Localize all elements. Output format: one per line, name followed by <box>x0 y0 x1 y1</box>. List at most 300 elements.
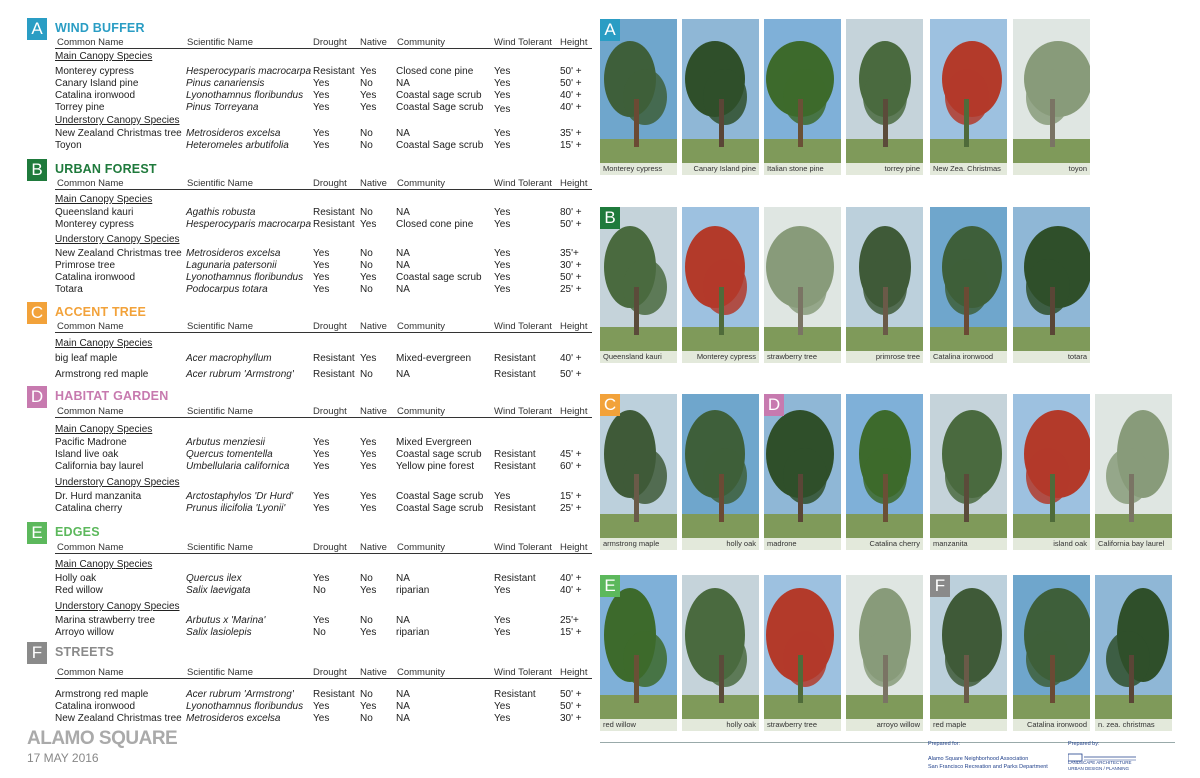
column-header-wind-tolerant: Wind Tolerant <box>494 667 552 678</box>
cell-community: Yellow pine forest <box>396 461 475 472</box>
section-badge: B <box>27 159 47 181</box>
cell-native: Yes <box>360 461 377 472</box>
cell-drought: Resistant <box>313 207 355 218</box>
cell-height: 25' + <box>560 284 582 295</box>
photo-caption: strawberry tree <box>764 719 841 731</box>
cell-common-name: Totara <box>55 284 83 295</box>
column-header-wind-tolerant: Wind Tolerant <box>494 406 552 417</box>
photo-caption: Canary Island pine <box>682 163 759 175</box>
cell-drought: Yes <box>313 701 330 712</box>
cell-height: 25'+ <box>560 615 579 626</box>
cell-height: 40' + <box>560 90 582 101</box>
cell-wind-tolerant: Yes <box>494 615 511 626</box>
cell-height: 35' + <box>560 128 582 139</box>
cell-wind-tolerant: Yes <box>494 713 511 724</box>
column-header-scientific-name: Scientific Name <box>187 321 253 332</box>
section-title: HABITAT GARDEN <box>55 389 169 403</box>
column-header-drought: Drought <box>313 321 347 332</box>
cell-native: No <box>360 207 373 218</box>
column-header-scientific-name: Scientific Name <box>187 406 253 417</box>
cell-community: Mixed Evergreen <box>396 437 472 448</box>
cell-wind-tolerant: Yes <box>494 627 511 638</box>
cell-native: No <box>360 573 373 584</box>
cell-common-name: New Zealand Christmas tree <box>55 713 182 724</box>
cell-community: Coastal sage scrub <box>396 90 482 101</box>
subgroup-label: Main Canopy Species <box>55 424 153 435</box>
cell-scientific-name: Lagunaria patersonii <box>186 260 277 271</box>
cell-height: 60' + <box>560 461 582 472</box>
cell-community: Coastal Sage scrub <box>396 491 484 502</box>
cell-scientific-name: Hesperocyparis macrocarpa <box>186 219 312 230</box>
section-title: URBAN FOREST <box>55 162 157 176</box>
cell-community: NA <box>396 573 410 584</box>
tree-photo <box>682 575 759 731</box>
cell-height: 40' + <box>560 585 582 596</box>
photo-caption: armstrong maple <box>600 538 677 550</box>
cell-wind-tolerant: Yes <box>494 284 511 295</box>
cell-common-name: Red willow <box>55 585 103 596</box>
cell-common-name: big leaf maple <box>55 353 118 364</box>
cell-native: No <box>360 689 373 700</box>
cell-scientific-name: Prunus ilicifolia 'Lyonii' <box>186 503 286 514</box>
column-header-community: Community <box>397 542 446 553</box>
cell-wind-tolerant: Yes <box>494 90 511 101</box>
cell-drought: Yes <box>313 573 330 584</box>
header-rule <box>55 189 592 190</box>
cell-native: No <box>360 140 373 151</box>
photo-section-badge: D <box>764 394 784 416</box>
cell-height: 15' + <box>560 627 582 638</box>
cell-wind-tolerant: Yes <box>494 272 511 283</box>
cell-native: Yes <box>360 627 377 638</box>
cell-drought: Yes <box>313 615 330 626</box>
column-header-drought: Drought <box>313 667 347 678</box>
column-header-height: Height <box>560 667 588 678</box>
cell-common-name: Monterey cypress <box>55 219 134 230</box>
cell-height: 35'+ <box>560 248 579 259</box>
cell-scientific-name: Lyonothamnus floribundus <box>186 90 304 101</box>
cell-height: 50' + <box>560 701 582 712</box>
prepared-for-line-1: Alamo Square Neighborhood Association <box>928 756 1029 762</box>
photo-caption: manzanita <box>930 538 1007 550</box>
section-badge: F <box>27 642 47 664</box>
cell-community: riparian <box>396 627 430 638</box>
tree-photo <box>1013 575 1090 731</box>
cell-height: 50' + <box>560 219 582 230</box>
cell-native: Yes <box>360 585 377 596</box>
cell-native: Yes <box>360 219 377 230</box>
cell-scientific-name: Hesperocyparis macrocarpa <box>186 66 312 77</box>
cell-native: Yes <box>360 66 377 77</box>
cell-drought: Resistant <box>313 219 355 230</box>
cell-scientific-name: Acer rubrum 'Armstrong' <box>186 369 294 380</box>
column-header-community: Community <box>397 37 446 48</box>
photo-section-badge: A <box>600 19 620 41</box>
cell-scientific-name: Metrosideros excelsa <box>186 128 281 139</box>
tree-photo <box>930 19 1007 175</box>
cell-common-name: Dr. Hurd manzanita <box>55 491 142 502</box>
cell-scientific-name: Arctostaphylos 'Dr Hurd' <box>186 491 294 502</box>
cell-drought: Yes <box>313 260 330 271</box>
cell-community: Closed cone pine <box>396 66 474 77</box>
cell-common-name: New Zealand Christmas tree <box>55 248 182 259</box>
cell-height: 50' + <box>560 369 582 380</box>
cell-wind-tolerant: Resistant <box>494 369 536 380</box>
photo-caption: California bay laurel <box>1095 538 1172 550</box>
column-header-height: Height <box>560 406 588 417</box>
column-header-native: Native <box>360 542 387 553</box>
column-header-height: Height <box>560 542 588 553</box>
subgroup-label: Main Canopy Species <box>55 194 153 205</box>
cell-scientific-name: Metrosideros excelsa <box>186 248 281 259</box>
cell-scientific-name: Podocarpus totara <box>186 284 268 295</box>
cell-community: Closed cone pine <box>396 219 474 230</box>
photo-caption: red maple <box>930 719 1007 731</box>
section-badge: E <box>27 522 47 544</box>
subgroup-label: Understory Canopy Species <box>55 477 180 488</box>
tree-photo <box>1013 207 1090 363</box>
column-header-common-name: Common Name <box>57 37 124 48</box>
cell-common-name: Toyon <box>55 140 82 151</box>
cell-common-name: Primrose tree <box>55 260 116 271</box>
column-header-native: Native <box>360 667 387 678</box>
cell-height: 30' + <box>560 260 582 271</box>
tree-photo <box>764 394 841 550</box>
cell-wind-tolerant: Yes <box>494 128 511 139</box>
cell-drought: Yes <box>313 461 330 472</box>
tree-photo <box>846 207 923 363</box>
tree-photo <box>846 394 923 550</box>
tree-photo <box>1095 394 1172 550</box>
cell-scientific-name: Lyonothamnus floribundus <box>186 701 304 712</box>
cell-drought: Yes <box>313 284 330 295</box>
photo-caption: strawberry tree <box>764 351 841 363</box>
section-title: ACCENT TREE <box>55 305 147 319</box>
header-rule <box>55 417 592 418</box>
cell-height: 50' + <box>560 66 582 77</box>
header-rule <box>55 48 592 49</box>
cell-common-name: Queensland kauri <box>55 207 134 218</box>
cell-community: NA <box>396 207 410 218</box>
cell-height: 25' + <box>560 503 582 514</box>
cell-common-name: Catalina ironwood <box>55 701 136 712</box>
cell-community: NA <box>396 689 410 700</box>
cell-drought: No <box>313 627 326 638</box>
cell-height: 15' + <box>560 491 582 502</box>
cell-wind-tolerant: Yes <box>494 207 511 218</box>
photo-caption: Monterey cypress <box>600 163 677 175</box>
cell-scientific-name: Arbutus menziesii <box>186 437 265 448</box>
column-header-height: Height <box>560 37 588 48</box>
column-header-scientific-name: Scientific Name <box>187 542 253 553</box>
cell-native: No <box>360 615 373 626</box>
photo-caption: totara <box>1013 351 1090 363</box>
photo-caption: torrey pine <box>846 163 923 175</box>
tree-photo <box>764 19 841 175</box>
cell-height: 45' + <box>560 449 582 460</box>
column-header-height: Height <box>560 321 588 332</box>
cell-community: Coastal Sage scrub <box>396 140 484 151</box>
column-header-community: Community <box>397 406 446 417</box>
photo-caption: red willow <box>600 719 677 731</box>
cell-height: 15' + <box>560 140 582 151</box>
photo-caption: island oak <box>1013 538 1090 550</box>
cell-common-name: Torrey pine <box>55 102 105 113</box>
photo-caption: n. zea. christmas <box>1095 719 1172 731</box>
cell-wind-tolerant: Resistant <box>494 573 536 584</box>
cell-scientific-name: Arbutus x 'Marina' <box>186 615 266 626</box>
photo-caption: arroyo willow <box>846 719 923 731</box>
cell-wind-tolerant: Yes <box>494 140 511 151</box>
cell-drought: Yes <box>313 128 330 139</box>
tree-photo <box>600 575 677 731</box>
cell-community: NA <box>396 260 410 271</box>
column-header-scientific-name: Scientific Name <box>187 667 253 678</box>
photo-caption: New Zea. Christmas <box>930 163 1007 175</box>
column-header-wind-tolerant: Wind Tolerant <box>494 321 552 332</box>
cell-wind-tolerant: Yes <box>494 66 511 77</box>
cell-scientific-name: Salix lasiolepis <box>186 627 252 638</box>
column-header-community: Community <box>397 667 446 678</box>
photo-caption: Catalina cherry <box>846 538 923 550</box>
tree-photo <box>682 19 759 175</box>
tree-photo <box>846 575 923 731</box>
cell-native: No <box>360 713 373 724</box>
cell-wind-tolerant: Yes <box>494 585 511 596</box>
column-header-drought: Drought <box>313 542 347 553</box>
header-rule <box>55 678 592 679</box>
cell-common-name: Armstrong red maple <box>55 689 149 700</box>
photo-section-badge: F <box>930 575 950 597</box>
column-header-native: Native <box>360 178 387 189</box>
subgroup-label: Main Canopy Species <box>55 51 153 62</box>
section-title: EDGES <box>55 525 100 539</box>
tree-photo <box>682 394 759 550</box>
cell-native: Yes <box>360 449 377 460</box>
column-header-native: Native <box>360 406 387 417</box>
cell-common-name: New Zealand Christmas tree <box>55 128 182 139</box>
cell-drought: Resistant <box>313 353 355 364</box>
column-header-common-name: Common Name <box>57 321 124 332</box>
cell-native: No <box>360 284 373 295</box>
cell-drought: Yes <box>313 713 330 724</box>
cell-scientific-name: Quercus ilex <box>186 573 242 584</box>
cell-height: 50' + <box>560 78 582 89</box>
column-header-wind-tolerant: Wind Tolerant <box>494 178 552 189</box>
tree-photo <box>930 575 1007 731</box>
cell-community: Coastal Sage scrub <box>396 503 484 514</box>
cell-wind-tolerant: Yes <box>494 104 511 115</box>
cell-scientific-name: Pinus canariensis <box>186 78 265 89</box>
section-title: WIND BUFFER <box>55 21 145 35</box>
tree-photo <box>1013 19 1090 175</box>
column-header-drought: Drought <box>313 178 347 189</box>
photo-caption: Catalina ironwood <box>930 351 1007 363</box>
cell-native: Yes <box>360 102 377 113</box>
cell-height: 40' + <box>560 102 582 113</box>
section-badge: A <box>27 18 47 40</box>
cell-wind-tolerant: Yes <box>494 491 511 502</box>
cell-community: NA <box>396 248 410 259</box>
section-badge: D <box>27 386 47 408</box>
cell-common-name: Marina strawberry tree <box>55 615 156 626</box>
cell-height: 50' + <box>560 272 582 283</box>
photo-caption: toyon <box>1013 163 1090 175</box>
cell-community: NA <box>396 78 410 89</box>
cell-wind-tolerant: Yes <box>494 260 511 271</box>
cell-community: Coastal sage scrub <box>396 272 482 283</box>
cell-scientific-name: Acer rubrum 'Armstrong' <box>186 689 294 700</box>
subgroup-label: Understory Canopy Species <box>55 115 180 126</box>
cell-drought: Yes <box>313 449 330 460</box>
cell-common-name: Pacific Madrone <box>55 437 127 448</box>
column-header-scientific-name: Scientific Name <box>187 178 253 189</box>
cell-height: 40' + <box>560 353 582 364</box>
cell-drought: Resistant <box>313 66 355 77</box>
cell-wind-tolerant: Yes <box>494 219 511 230</box>
photo-caption: Catalina ironwood <box>1013 719 1090 731</box>
cell-common-name: Canary Island pine <box>55 78 139 89</box>
project-date: 17 MAY 2016 <box>27 751 99 765</box>
cell-wind-tolerant: Yes <box>494 78 511 89</box>
cell-native: Yes <box>360 353 377 364</box>
tree-photo <box>1013 394 1090 550</box>
cell-community: Mixed-evergreen <box>396 353 472 364</box>
cell-common-name: Holly oak <box>55 573 97 584</box>
cell-drought: Resistant <box>313 689 355 700</box>
header-rule <box>55 553 592 554</box>
column-header-common-name: Common Name <box>57 178 124 189</box>
cell-community: NA <box>396 713 410 724</box>
cell-scientific-name: Heteromeles arbutifolia <box>186 140 289 151</box>
cell-common-name: Catalina ironwood <box>55 272 136 283</box>
cell-community: NA <box>396 128 410 139</box>
tree-photo <box>846 19 923 175</box>
cell-wind-tolerant: Yes <box>494 248 511 259</box>
tree-photo <box>764 207 841 363</box>
cell-common-name: California bay laurel <box>55 461 144 472</box>
column-header-wind-tolerant: Wind Tolerant <box>494 542 552 553</box>
tree-photo <box>1095 575 1172 731</box>
tree-photo <box>600 19 677 175</box>
cell-drought: Yes <box>313 102 330 113</box>
cell-community: NA <box>396 284 410 295</box>
cell-drought: Yes <box>313 140 330 151</box>
cell-native: No <box>360 260 373 271</box>
cell-native: No <box>360 248 373 259</box>
column-header-height: Height <box>560 178 588 189</box>
cell-scientific-name: Quercus tomentella <box>186 449 273 460</box>
cell-wind-tolerant: Resistant <box>494 461 536 472</box>
cell-common-name: Monterey cypress <box>55 66 134 77</box>
cell-native: Yes <box>360 90 377 101</box>
photo-caption: holly oak <box>682 538 759 550</box>
column-header-community: Community <box>397 321 446 332</box>
cell-native: Yes <box>360 272 377 283</box>
column-header-common-name: Common Name <box>57 406 124 417</box>
subgroup-label: Understory Canopy Species <box>55 601 180 612</box>
section-badge: C <box>27 302 47 324</box>
cell-scientific-name: Metrosideros excelsa <box>186 713 281 724</box>
tree-photo <box>600 394 677 550</box>
cell-community: NA <box>396 615 410 626</box>
subgroup-label: Main Canopy Species <box>55 338 153 349</box>
photo-section-badge: B <box>600 207 620 229</box>
cell-drought: Yes <box>313 491 330 502</box>
header-rule <box>55 332 592 333</box>
cell-drought: Yes <box>313 272 330 283</box>
column-header-native: Native <box>360 37 387 48</box>
photo-caption: Italian stone pine <box>764 163 841 175</box>
section-title: STREETS <box>55 645 115 659</box>
tree-photo <box>600 207 677 363</box>
column-header-wind-tolerant: Wind Tolerant <box>494 37 552 48</box>
column-header-scientific-name: Scientific Name <box>187 37 253 48</box>
cell-native: Yes <box>360 491 377 502</box>
cell-community: NA <box>396 369 410 380</box>
prepared-for-line-2: San Francisco Recreation and Parks Department <box>928 764 1048 770</box>
cell-scientific-name: Salix laevigata <box>186 585 251 596</box>
cell-community: NA <box>396 701 410 712</box>
cell-drought: Yes <box>313 90 330 101</box>
cell-common-name: Arroyo willow <box>55 627 114 638</box>
cell-height: 30' + <box>560 713 582 724</box>
cell-drought: Yes <box>313 437 330 448</box>
cell-wind-tolerant: Resistant <box>494 353 536 364</box>
cell-scientific-name: Pinus Torreyana <box>186 102 259 113</box>
cell-height: 80' + <box>560 207 582 218</box>
cell-community: riparian <box>396 585 430 596</box>
cell-common-name: Catalina cherry <box>55 503 123 514</box>
cell-scientific-name: Lyonothamnus floribundus <box>186 272 304 283</box>
subgroup-label: Main Canopy Species <box>55 559 153 570</box>
cell-drought: No <box>313 585 326 596</box>
cell-native: No <box>360 369 373 380</box>
cell-drought: Resistant <box>313 369 355 380</box>
project-title: ALAMO SQUARE <box>27 728 178 749</box>
cell-drought: Yes <box>313 248 330 259</box>
cell-wind-tolerant: Resistant <box>494 449 536 460</box>
photo-caption: madrone <box>764 538 841 550</box>
photo-caption: holly oak <box>682 719 759 731</box>
prepared-by-label: Prepared by: <box>1068 741 1100 747</box>
cell-native: Yes <box>360 437 377 448</box>
subgroup-label: Understory Canopy Species <box>55 234 180 245</box>
cell-scientific-name: Agathis robusta <box>186 207 256 218</box>
column-header-common-name: Common Name <box>57 542 124 553</box>
cell-common-name: Island live oak <box>55 449 119 460</box>
tree-photo <box>764 575 841 731</box>
cell-native: No <box>360 78 373 89</box>
cell-height: 50' + <box>560 689 582 700</box>
cell-scientific-name: Umbellularia californica <box>186 461 290 472</box>
cell-drought: Yes <box>313 78 330 89</box>
tree-photo <box>930 207 1007 363</box>
cell-common-name: Catalina ironwood <box>55 90 136 101</box>
column-header-drought: Drought <box>313 406 347 417</box>
photo-section-badge: E <box>600 575 620 597</box>
cell-wind-tolerant: Resistant <box>494 503 536 514</box>
prepared-for-label: Prepared for: <box>928 741 961 747</box>
cell-community: Coastal Sage scrub <box>396 102 484 113</box>
photo-section-badge: C <box>600 394 620 416</box>
firm-line-2: URBAN DESIGN / PLANNING <box>1068 766 1130 771</box>
cell-common-name: Armstrong red maple <box>55 369 149 380</box>
cell-community: Coastal sage scrub <box>396 449 482 460</box>
tree-photo <box>682 207 759 363</box>
cell-native: Yes <box>360 503 377 514</box>
column-header-community: Community <box>397 178 446 189</box>
